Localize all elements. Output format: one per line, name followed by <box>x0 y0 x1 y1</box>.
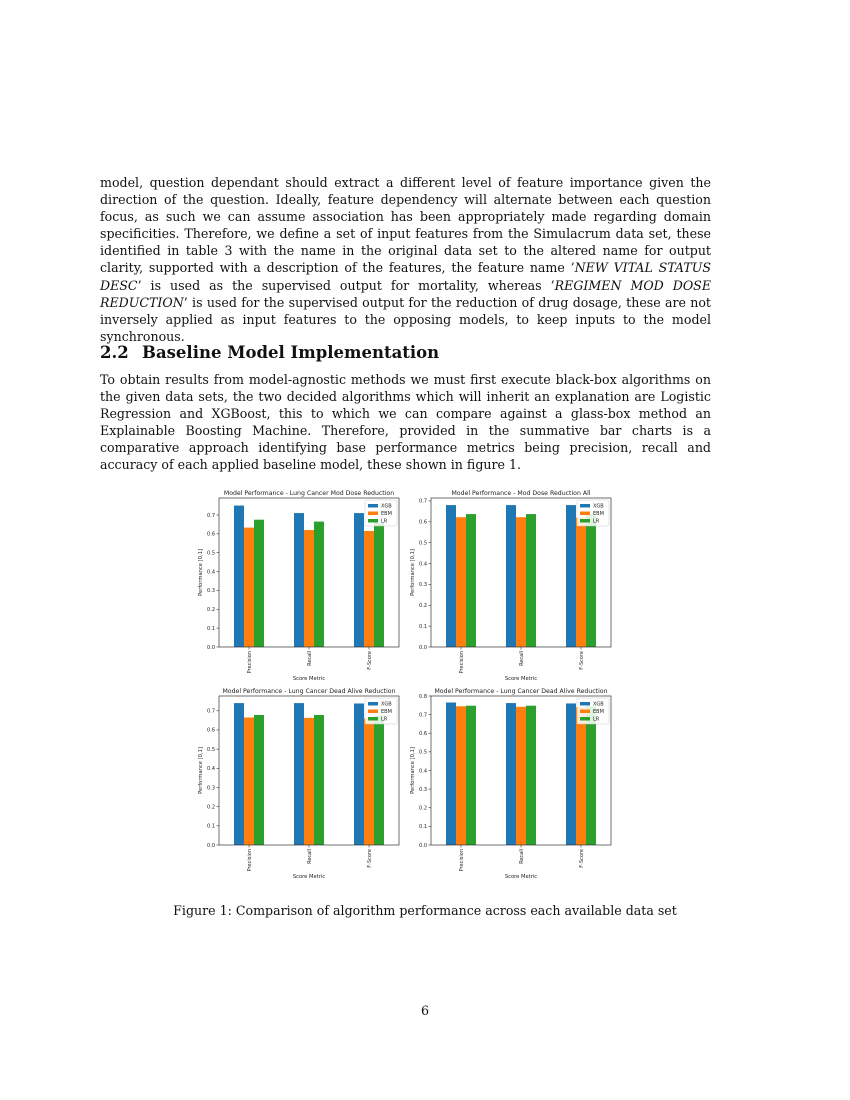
x-tick-label: Recall <box>306 651 313 666</box>
chart-title: Model Performance - Lung Cancer Dead Alive Reduction <box>222 688 396 695</box>
legend-swatch-xgb <box>368 702 378 706</box>
legend-swatch-ebm <box>580 512 590 516</box>
y-tick-label: 0.5 <box>207 746 215 753</box>
bar-xgb-precision <box>446 703 456 845</box>
legend-swatch-lr <box>580 717 590 721</box>
y-tick-label: 0.5 <box>419 749 427 756</box>
chart-legend <box>365 500 397 526</box>
y-tick-label: 0.7 <box>419 712 427 719</box>
legend-swatch-ebm <box>580 710 590 714</box>
x-tick-label: Precision <box>246 651 253 674</box>
y-axis-label: Performance [0,1] <box>198 747 204 794</box>
bar-chart-svg <box>195 686 407 886</box>
x-axis-label: Score Metric <box>292 676 326 682</box>
bar-ebm-f-score <box>364 718 374 845</box>
y-tick-label: 0.2 <box>207 607 215 614</box>
legend-label: EBM <box>593 709 604 715</box>
x-tick-label: Recall <box>306 849 313 864</box>
y-tick-label: 0.1 <box>207 625 215 632</box>
x-tick-label: Recall <box>518 651 525 666</box>
y-tick-label: 0.0 <box>207 842 215 849</box>
x-tick-label: Recall <box>518 849 525 864</box>
y-tick-label: 0.5 <box>207 550 215 557</box>
bar-ebm-recall <box>516 707 526 845</box>
bar-xgb-precision <box>234 506 244 647</box>
legend-swatch-lr <box>580 519 590 523</box>
y-tick-label: 0.0 <box>207 644 215 651</box>
legend-label: EBM <box>593 511 604 517</box>
y-tick-label: 0.4 <box>207 569 215 576</box>
bar-ebm-recall <box>304 718 314 845</box>
chart-legend <box>577 500 609 526</box>
legend-swatch-lr <box>368 519 378 523</box>
y-axis-label: Performance [0,1] <box>410 549 416 596</box>
x-axis-label: Score Metric <box>292 874 326 880</box>
bar-lr-precision <box>466 706 476 845</box>
bar-xgb-recall <box>506 703 516 845</box>
bar-xgb-f-score <box>354 703 364 845</box>
bar-lr-f-score <box>586 514 596 647</box>
text-segment: model, question dependant should extract a different level of feature importance given the direction of the question. Ideally, feature dependency will alternate between each question focus, as such we can assume association has been appropriately made regarding domain specificities. Therefore, we define a set of input features from the Simulacrum data set, these identified in table 3 with the name in the original data set to the altered name for output clarity, supported with a description of the features, the feature name ’ <box>100 175 711 276</box>
x-tick-label: Precision <box>458 651 465 674</box>
y-tick-label: 0.7 <box>207 708 215 715</box>
legend-label: XGB <box>593 701 604 708</box>
legend-label: LR <box>593 518 600 525</box>
legend-label: LR <box>593 716 600 723</box>
bar-lr-recall <box>526 514 536 647</box>
y-tick-label: 0.0 <box>419 644 427 651</box>
y-tick-label: 0.3 <box>419 786 427 793</box>
y-tick-label: 0.2 <box>419 805 427 812</box>
bar-lr-precision <box>254 520 264 647</box>
legend-label: XGB <box>381 701 392 708</box>
y-tick-label: 0.4 <box>419 768 427 775</box>
x-tick-label: Precision <box>246 849 253 872</box>
legend-swatch-ebm <box>368 710 378 714</box>
bar-ebm-precision <box>244 528 254 647</box>
feature-name-italic: REGIMEN MOD DOSE REDUCTION <box>100 277 712 310</box>
bar-lr-f-score <box>586 706 596 845</box>
bar-lr-f-score <box>374 523 384 647</box>
x-tick-label: F-Score <box>366 651 373 670</box>
bar-xgb-f-score <box>566 703 576 845</box>
y-axis-label: Performance [0,1] <box>198 549 204 596</box>
y-tick-label: 0.0 <box>419 842 427 849</box>
y-tick-label: 0.3 <box>419 582 427 589</box>
x-tick-label: F-Score <box>366 849 373 868</box>
y-tick-label: 0.1 <box>419 824 427 831</box>
x-tick-label: F-Score <box>578 651 585 670</box>
legend-label: EBM <box>381 709 392 715</box>
page-number: 6 <box>420 1003 429 1018</box>
y-tick-label: 0.2 <box>419 603 427 610</box>
body-paragraph-baseline: To obtain results from model-agnostic methods we must first execute black-box algorithms on the given data sets, the two decided algorithms which will inherit an explanation are Logistic Regression and XGBoost, this to which we can compare against a glass-box method an Explainable Boosting Machine. Therefore, provided in the summative bar charts is a comparative approach identifying base performance metrics being precision, recall and accuracy of each applied baseline model, these shown in figure 1. <box>100 372 711 473</box>
y-axis-label: Performance [0,1] <box>410 747 416 794</box>
legend-label: EBM <box>381 511 392 517</box>
chart-title: Model Performance - Lung Cancer Mod Dose Reduction <box>223 490 395 497</box>
figure-caption: Figure 1: Comparison of algorithm performance across each available data set <box>173 903 677 918</box>
bar-ebm-precision <box>244 717 254 845</box>
legend-swatch-lr <box>368 717 378 721</box>
legend-swatch-xgb <box>580 504 590 508</box>
legend-label: XGB <box>381 503 392 510</box>
bar-lr-f-score <box>374 716 384 845</box>
y-tick-label: 0.8 <box>419 693 427 700</box>
x-tick-label: F-Score <box>578 849 585 868</box>
chart-title: Model Performance - Mod Dose Reduction All <box>451 490 591 497</box>
chart-dead-alive-lung-2 <box>407 686 619 886</box>
section-number: 2.2 <box>100 343 129 362</box>
bar-ebm-precision <box>456 517 466 647</box>
chart-mod-dose-lung <box>195 488 407 688</box>
bar-lr-recall <box>314 522 324 647</box>
bar-xgb-precision <box>446 505 456 647</box>
chart-dead-alive-lung <box>195 686 407 886</box>
y-tick-label: 0.6 <box>419 731 427 738</box>
legend-label: LR <box>381 716 388 723</box>
x-tick-label: Precision <box>458 849 465 872</box>
y-tick-label: 0.6 <box>419 519 427 526</box>
chart-legend <box>365 698 397 724</box>
bar-lr-recall <box>314 715 324 845</box>
y-tick-label: 0.6 <box>207 727 215 734</box>
bar-xgb-recall <box>506 505 516 647</box>
bar-xgb-recall <box>294 513 304 647</box>
chart-title: Model Performance - Lung Cancer Dead Alive Reduction <box>434 688 608 695</box>
bar-ebm-recall <box>516 517 526 647</box>
chart-legend <box>577 698 609 724</box>
y-tick-label: 0.5 <box>419 540 427 547</box>
bar-xgb-f-score <box>566 505 576 647</box>
bar-ebm-f-score <box>576 707 586 845</box>
bar-lr-precision <box>254 715 264 845</box>
legend-swatch-xgb <box>580 702 590 706</box>
text-segment: ’ is used for the supervised output for the reduction of drug dosage, these are not inversely applied as input features to the opposing models, to keep inputs to the model synchronous. <box>100 294 711 344</box>
bar-ebm-recall <box>304 530 314 647</box>
legend-label: XGB <box>593 503 604 510</box>
y-tick-label: 0.6 <box>207 531 215 538</box>
y-tick-label: 0.4 <box>419 561 427 568</box>
text-segment: ’ is used as the supervised output for mortality, whereas ’ <box>137 277 555 293</box>
y-tick-label: 0.7 <box>207 512 215 519</box>
bar-lr-precision <box>466 514 476 647</box>
feature-name-italic: NEW VITAL STATUS DESC <box>100 260 711 293</box>
y-tick-label: 0.7 <box>419 498 427 505</box>
bar-xgb-f-score <box>354 513 364 647</box>
body-paragraph-features <box>100 174 711 345</box>
y-tick-label: 0.4 <box>207 766 215 773</box>
section-heading <box>100 343 439 362</box>
bar-chart-svg <box>195 488 407 688</box>
bar-ebm-precision <box>456 706 466 845</box>
x-axis-label: Score Metric <box>504 874 538 880</box>
bar-chart-svg <box>407 488 619 688</box>
bar-ebm-f-score <box>364 531 374 647</box>
y-tick-label: 0.1 <box>207 823 215 830</box>
section-title: Baseline Model Implementation <box>142 343 440 362</box>
bar-xgb-recall <box>294 703 304 845</box>
bar-ebm-f-score <box>576 518 586 647</box>
y-tick-label: 0.3 <box>207 588 215 595</box>
legend-label: LR <box>381 518 388 525</box>
figure-1 <box>195 488 625 888</box>
y-tick-label: 0.2 <box>207 804 215 811</box>
x-axis-label: Score Metric <box>504 676 538 682</box>
bar-lr-recall <box>526 706 536 845</box>
bar-chart-svg <box>407 686 619 886</box>
y-tick-label: 0.1 <box>419 623 427 630</box>
legend-swatch-ebm <box>368 512 378 516</box>
bar-xgb-precision <box>234 703 244 845</box>
y-tick-label: 0.3 <box>207 785 215 792</box>
chart-mod-dose-all <box>407 488 619 688</box>
legend-swatch-xgb <box>368 504 378 508</box>
